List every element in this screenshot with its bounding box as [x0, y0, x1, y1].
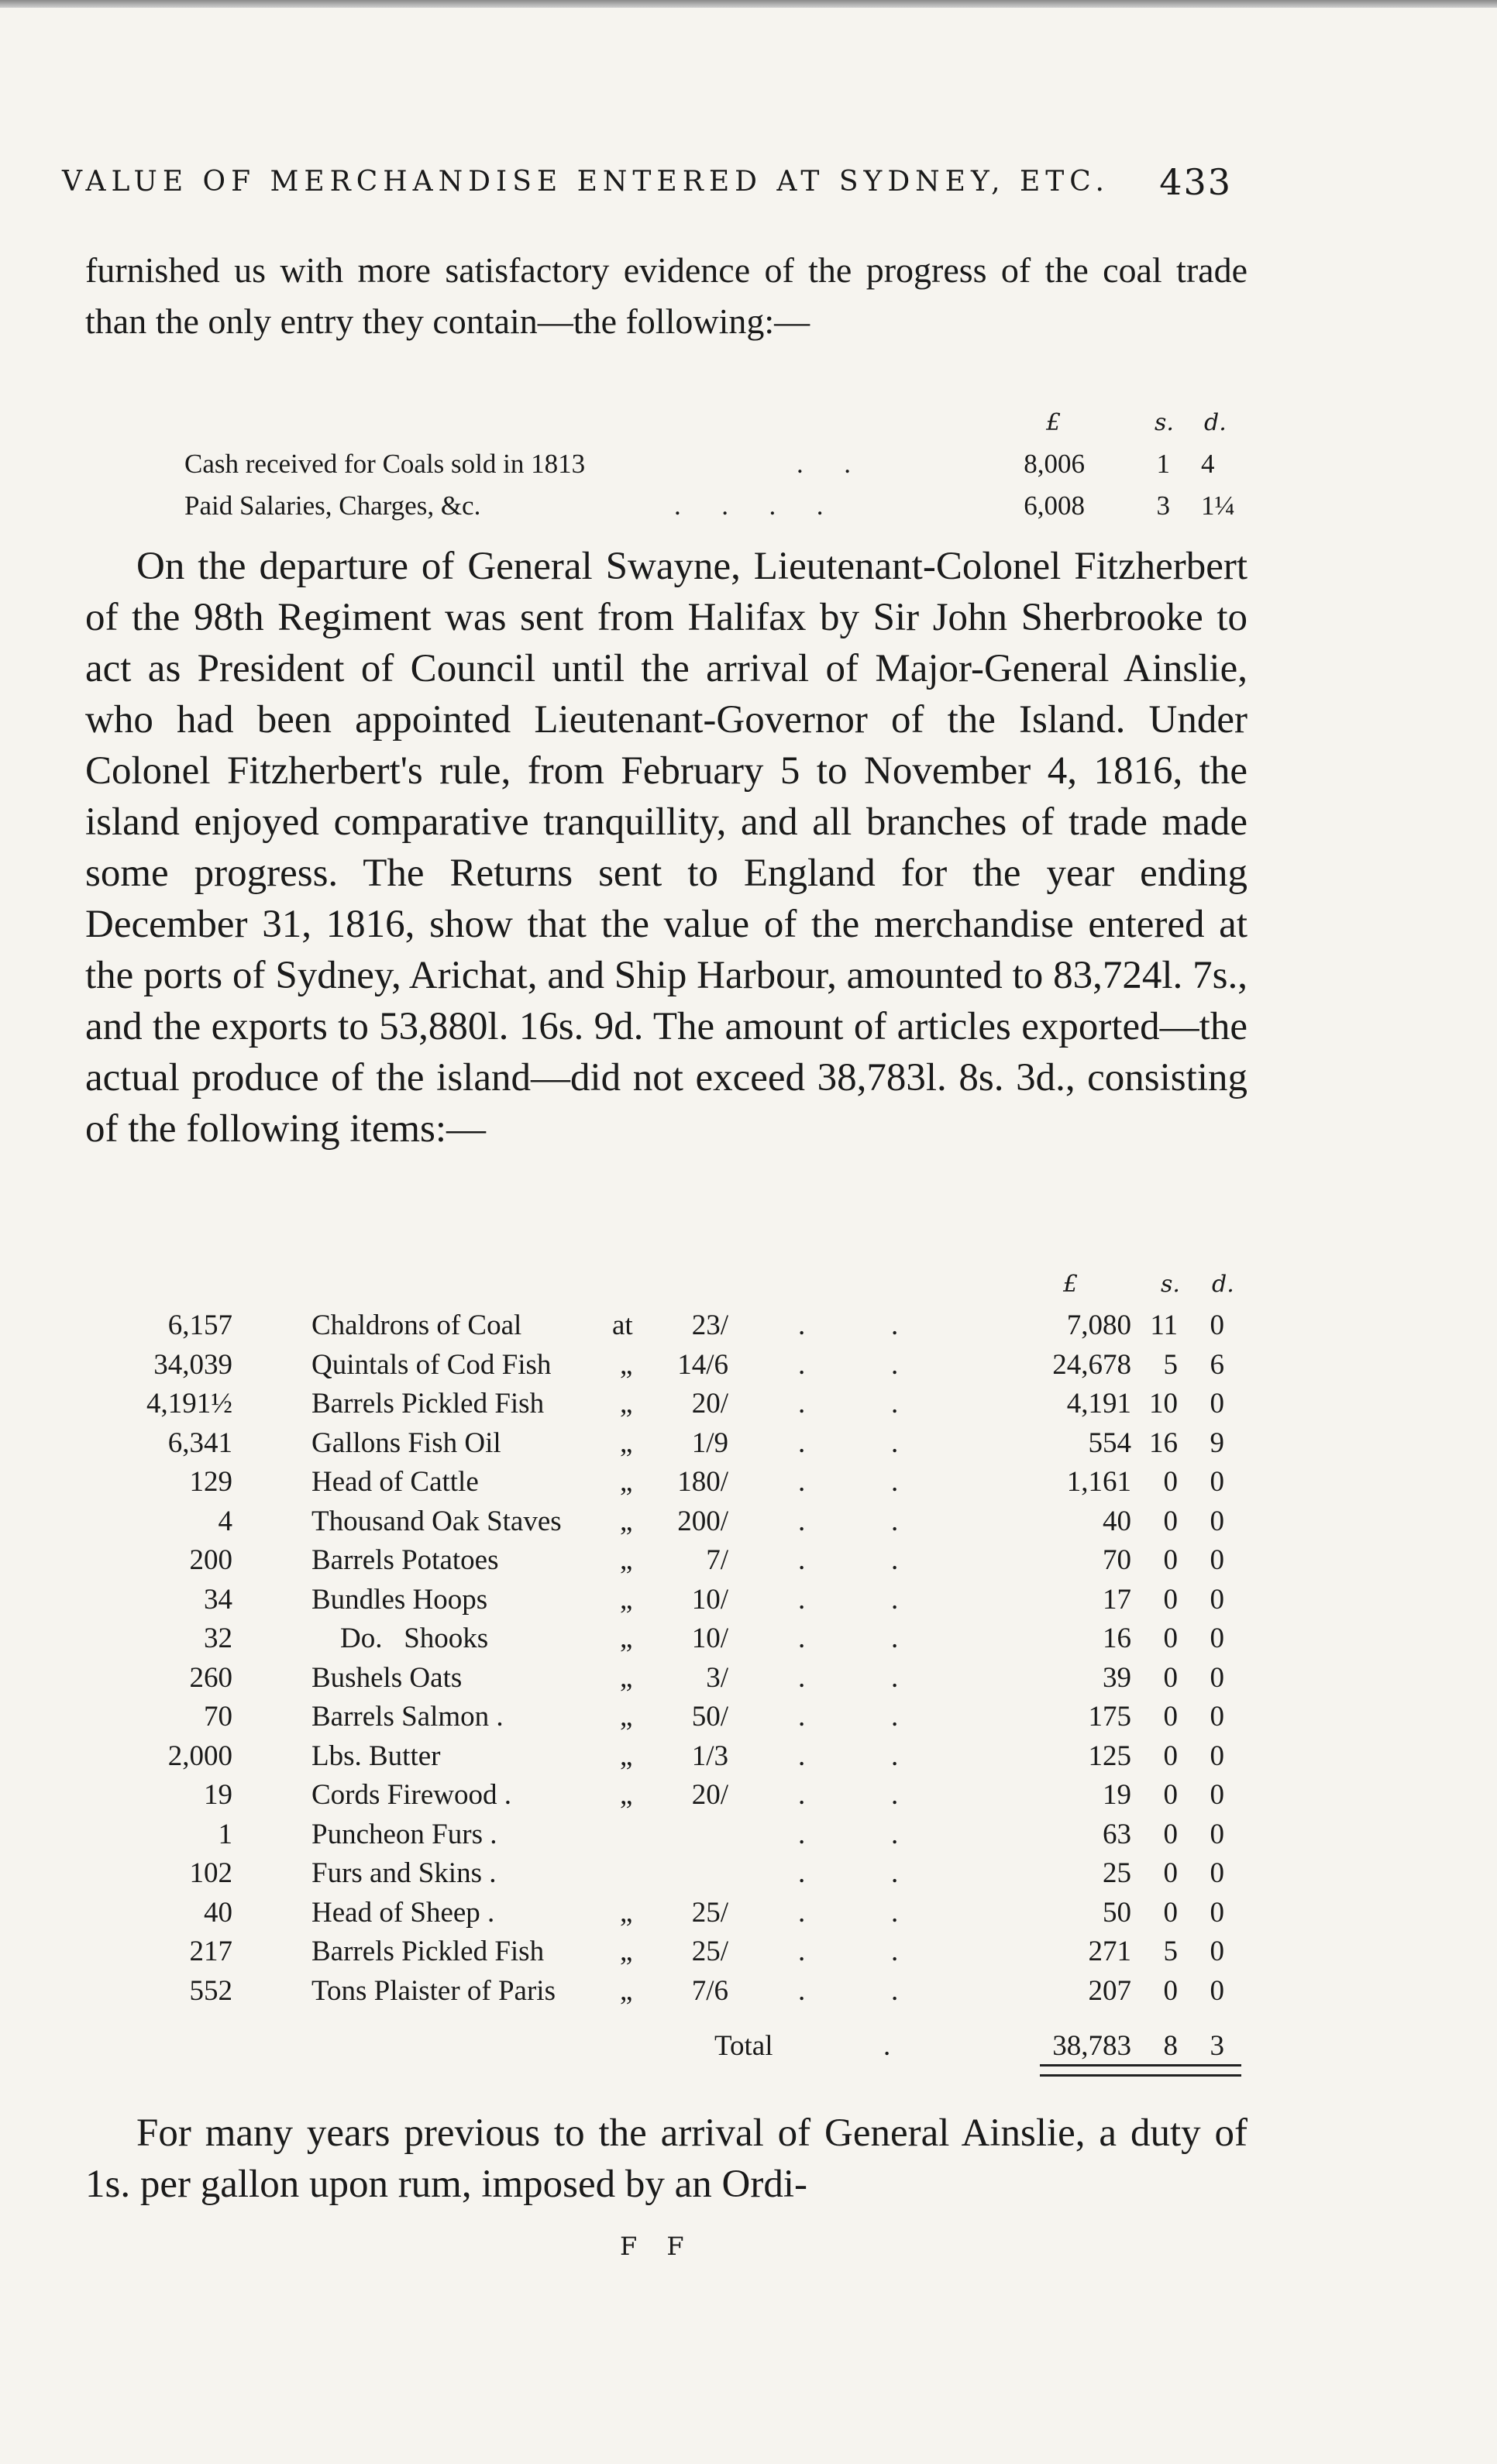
export-shillings: 0	[1163, 1544, 1178, 1576]
exports-row: 552 Tons Plaister of Paris „ 7/6 . . 207 0 0	[85, 1972, 1248, 2011]
export-pence: 0	[1210, 1309, 1224, 1341]
export-at: „	[620, 1779, 633, 1811]
export-pounds: 125	[1088, 1740, 1131, 1772]
export-rate: 20/	[691, 1388, 728, 1420]
page-number: 433	[1159, 161, 1232, 203]
export-rate: 14/6	[677, 1348, 728, 1381]
export-rate: 200/	[677, 1505, 728, 1537]
exports-row: 6,157 Chaldrons of Coal at 23/ . . 7,080 11 0	[85, 1306, 1248, 1345]
exports-row: 34,039 Quintals of Cod Fish „ 14/6 . . 24,678 5 6	[85, 1346, 1248, 1385]
export-rate: 25/	[691, 1896, 728, 1929]
export-quantity: 200	[189, 1544, 232, 1576]
exports-row: 40 Head of Sheep . „ 25/ . . 50 0 0	[85, 1894, 1248, 1932]
export-pounds: 63	[1103, 1818, 1131, 1850]
export-pence: 0	[1210, 1818, 1224, 1850]
export-pounds: 19	[1103, 1779, 1131, 1811]
export-quantity: 102	[189, 1857, 232, 1889]
export-shillings: 5	[1163, 1348, 1178, 1381]
export-rate: 7/	[706, 1544, 728, 1576]
export-quantity: 129	[189, 1466, 232, 1498]
running-title: VALUE OF MERCHANDISE ENTERED AT SYDNEY, ETC.	[62, 166, 1110, 198]
export-shillings: 0	[1163, 1623, 1178, 1654]
cash-shillings: 1	[1156, 449, 1170, 479]
export-shillings: 0	[1163, 1974, 1178, 2007]
export-item: Barrels Pickled Fish	[311, 1388, 545, 1420]
cash-pence: 4	[1201, 449, 1215, 479]
export-pence: 0	[1210, 1583, 1224, 1616]
exports-row: 4,191½ Barrels Pickled Fish „ 20/ . . 4,191 10 0	[85, 1385, 1248, 1423]
paragraph-2: On the departure of General Swayne, Lieutenant-Colonel Fitzherbert of the 98th Regiment was sent from Halifax by Sir John Sherbrooke to act as President of Council until the arrival of Major-General Ainslie, who had been appointed Lieutenant-Governor of the Island. Under Colonel Fitzherbert's rule, from February 5 to November 4, 1816, the island enjoyed comparative tranquillity, and all branches of trade made some progress. The Returns sent to England for the year ending December 31, 1816, show that the value of the merchandise entered at the ports of Sydney, Arichat, and Ship Harbour, amounted to 83,724l. 7s., and the exports to 53,880l. 16s. 9d. The amount of articles exported—the actual produce of the island—did not exceed 38,783l. 8s. 3d., consisting of the following items:—	[85, 545, 1248, 1151]
export-quantity: 260	[189, 1661, 232, 1694]
exports-row: 200 Barrels Potatoes „ 7/ . . 70 0 0	[85, 1541, 1248, 1580]
exports-row: 217 Barrels Pickled Fish „ 25/ . . 271 5 0	[85, 1932, 1248, 1971]
exports-row: 34 Bundles Hoops „ 10/ . . 17 0 0	[85, 1581, 1248, 1619]
export-item: Quintals of Cod Fish	[311, 1348, 552, 1381]
export-item: Barrels Potatoes	[311, 1544, 499, 1576]
exports-row: 19 Cords Firewood . „ 20/ . . 19 0 0	[85, 1776, 1248, 1815]
export-at: „	[620, 1936, 633, 1967]
export-pounds: 554	[1088, 1426, 1131, 1459]
cash-row	[85, 445, 1248, 484]
export-pence: 0	[1210, 1779, 1224, 1811]
scan-top-edge	[0, 0, 1497, 8]
export-at: at	[612, 1309, 633, 1341]
export-rate: 50/	[691, 1701, 728, 1733]
cash-row	[85, 487, 1248, 525]
exports-row: 6,341 Gallons Fish Oil „ 1/9 . . 554 16 9	[85, 1424, 1248, 1463]
export-shillings: 0	[1163, 1466, 1178, 1498]
signature-mark: F F	[620, 2232, 695, 2261]
export-item: Barrels Salmon .	[311, 1701, 504, 1733]
export-at: „	[620, 1661, 633, 1694]
export-shillings: 0	[1163, 1896, 1178, 1929]
export-item: Barrels Pickled Fish	[311, 1936, 545, 1967]
export-pence: 0	[1210, 1388, 1224, 1420]
export-item: Thousand Oak Staves	[311, 1505, 562, 1537]
exports-row: 129 Head of Cattle „ 180/ . . 1,161 0 0	[85, 1463, 1248, 1502]
export-shillings: 5	[1163, 1936, 1178, 1967]
export-item: Furs and Skins .	[311, 1857, 497, 1889]
export-pence: 0	[1210, 1661, 1224, 1694]
exports-row: 102 Furs and Skins . . . 25 0 0	[85, 1854, 1248, 1893]
export-quantity: 32	[204, 1623, 232, 1654]
export-at: „	[620, 1896, 633, 1929]
export-pounds: 17	[1103, 1583, 1131, 1616]
export-quantity: 2,000	[167, 1740, 232, 1772]
export-pounds: 16	[1103, 1623, 1131, 1654]
export-pence: 0	[1210, 1623, 1224, 1654]
exports-row: 1 Puncheon Furs . . . 63 0 0	[85, 1815, 1248, 1854]
export-rate: 20/	[691, 1779, 728, 1811]
export-pounds: 70	[1103, 1544, 1131, 1576]
export-shillings: 11	[1150, 1309, 1178, 1341]
exports-row: 70 Barrels Salmon . „ 50/ . . 175 0 0	[85, 1698, 1248, 1736]
export-pounds: 39	[1103, 1661, 1131, 1694]
export-rate: 180/	[677, 1466, 728, 1498]
paragraph-3: For many years previous to the arrival of General Ainslie, a duty of 1s. per gallon upon rum, imposed by an Ordi-	[85, 2111, 1248, 2206]
total-row: Total . 38,783 8 3	[85, 2027, 1248, 2066]
export-quantity: 19	[204, 1779, 232, 1811]
export-pence: 0	[1210, 1544, 1224, 1576]
export-pence: 0	[1210, 1701, 1224, 1733]
export-pence: 0	[1210, 1936, 1224, 1967]
export-quantity: 217	[189, 1936, 232, 1967]
export-item: Head of Sheep .	[311, 1896, 495, 1929]
export-shillings: 16	[1149, 1426, 1178, 1459]
export-rate: 10/	[691, 1583, 728, 1616]
exports-row: 260 Bushels Oats „ 3/ . . 39 0 0	[85, 1659, 1248, 1698]
export-pounds: 25	[1103, 1857, 1131, 1889]
export-pence: 0	[1210, 1466, 1224, 1498]
export-quantity: 4	[218, 1505, 232, 1537]
export-at: „	[620, 1623, 633, 1654]
total-pence: 3	[1210, 2030, 1224, 2062]
export-pence: 9	[1210, 1426, 1224, 1459]
export-pounds: 1,161	[1066, 1466, 1131, 1498]
export-item: Bushels Oats	[311, 1661, 463, 1694]
export-at: „	[620, 1466, 633, 1498]
export-pounds: 7,080	[1066, 1309, 1131, 1341]
export-shillings: 0	[1163, 1505, 1178, 1537]
export-rate: 23/	[691, 1309, 728, 1341]
export-pence: 0	[1210, 1740, 1224, 1772]
export-pence: 0	[1210, 1896, 1224, 1929]
cash-pence: 1¼	[1201, 490, 1235, 521]
export-quantity: 4,191½	[146, 1388, 232, 1420]
export-quantity: 552	[189, 1974, 232, 2007]
export-pence: 0	[1210, 1857, 1224, 1889]
cash-shillings: 3	[1156, 490, 1170, 521]
currency-pounds: £	[1046, 409, 1062, 436]
export-item: Bundles Hoops	[311, 1583, 488, 1616]
export-shillings: 0	[1163, 1661, 1178, 1694]
cash-label: Cash received for Coals sold in 1813	[184, 449, 586, 479]
total-shillings: 8	[1163, 2030, 1178, 2062]
export-shillings: 0	[1163, 1818, 1178, 1850]
export-pence: 6	[1210, 1348, 1224, 1381]
export-shillings: 0	[1163, 1583, 1178, 1616]
export-item: Puncheon Furs .	[311, 1818, 497, 1850]
total-pounds: 38,783	[1052, 2030, 1131, 2062]
export-item: Gallons Fish Oil	[311, 1426, 501, 1459]
currency-shillings: s.	[1155, 409, 1174, 436]
exports-currency-pounds: £	[1063, 1271, 1079, 1298]
export-shillings: 0	[1163, 1701, 1178, 1733]
running-header	[62, 161, 1232, 203]
exports-row: 4 Thousand Oak Staves „ 200/ . . 40 0 0	[85, 1502, 1248, 1541]
cash-label: Paid Salaries, Charges, &c.	[184, 490, 481, 521]
export-at: „	[620, 1348, 633, 1381]
export-item: Tons Plaister of Paris	[311, 1974, 556, 2007]
cash-dots: . .	[797, 449, 851, 479]
export-quantity: 1	[218, 1818, 232, 1850]
export-pence: 0	[1210, 1974, 1224, 2007]
export-item: Head of Cattle	[311, 1466, 479, 1498]
export-at: „	[620, 1701, 633, 1733]
export-rate: 25/	[691, 1936, 728, 1967]
export-at: „	[620, 1583, 633, 1616]
export-shillings: 0	[1163, 1779, 1178, 1811]
export-at: „	[620, 1544, 633, 1576]
export-quantity: 6,157	[167, 1309, 232, 1341]
export-pounds: 271	[1088, 1936, 1131, 1967]
total-rule	[1040, 2064, 1241, 2077]
export-at: „	[620, 1388, 633, 1420]
cash-pounds: 8,006	[1024, 449, 1085, 479]
export-item: Chaldrons of Coal	[311, 1309, 522, 1341]
export-at: „	[620, 1426, 633, 1459]
export-at: „	[620, 1974, 633, 2007]
export-rate: 7/6	[691, 1974, 728, 2007]
export-item: Cords Firewood .	[311, 1779, 511, 1811]
export-pounds: 175	[1088, 1701, 1131, 1733]
exports-row: 32 Do. Shooks „ 10/ . . 16 0 0	[85, 1619, 1248, 1658]
export-pounds: 207	[1088, 1974, 1131, 2007]
exports-currency-shillings: s.	[1161, 1271, 1180, 1298]
export-rate: 10/	[691, 1623, 728, 1654]
export-shillings: 0	[1163, 1740, 1178, 1772]
total-label: Total	[714, 2030, 773, 2062]
export-at: „	[620, 1505, 633, 1537]
export-pounds: 4,191	[1066, 1388, 1131, 1420]
export-pence: 0	[1210, 1505, 1224, 1537]
export-item: Lbs. Butter	[311, 1740, 441, 1772]
export-quantity: 70	[204, 1701, 232, 1733]
export-pounds: 50	[1103, 1896, 1131, 1929]
export-pounds: 24,678	[1052, 1348, 1131, 1381]
export-shillings: 0	[1163, 1857, 1178, 1889]
cash-pounds: 6,008	[1024, 490, 1085, 521]
export-shillings: 10	[1149, 1388, 1178, 1420]
paragraph-1: furnished us with more satisfactory evidence of the progress of the coal trade than the only entry they contain—the following:—	[85, 250, 1248, 341]
export-pounds: 40	[1103, 1505, 1131, 1537]
export-quantity: 34	[204, 1583, 232, 1616]
export-rate: 1/9	[691, 1426, 728, 1459]
export-quantity: 34,039	[153, 1348, 232, 1381]
exports-row: 2,000 Lbs. Butter „ 1/3 . . 125 0 0	[85, 1737, 1248, 1776]
cash-dots: . . . .	[674, 490, 824, 521]
export-at: „	[620, 1740, 633, 1772]
export-rate: 3/	[706, 1661, 728, 1694]
currency-pence: d.	[1204, 409, 1227, 436]
export-item: Do. Shooks	[311, 1623, 489, 1654]
export-quantity: 6,341	[167, 1426, 232, 1459]
export-quantity: 40	[204, 1896, 232, 1929]
exports-currency-pence: d.	[1212, 1271, 1234, 1298]
export-rate: 1/3	[691, 1740, 728, 1772]
